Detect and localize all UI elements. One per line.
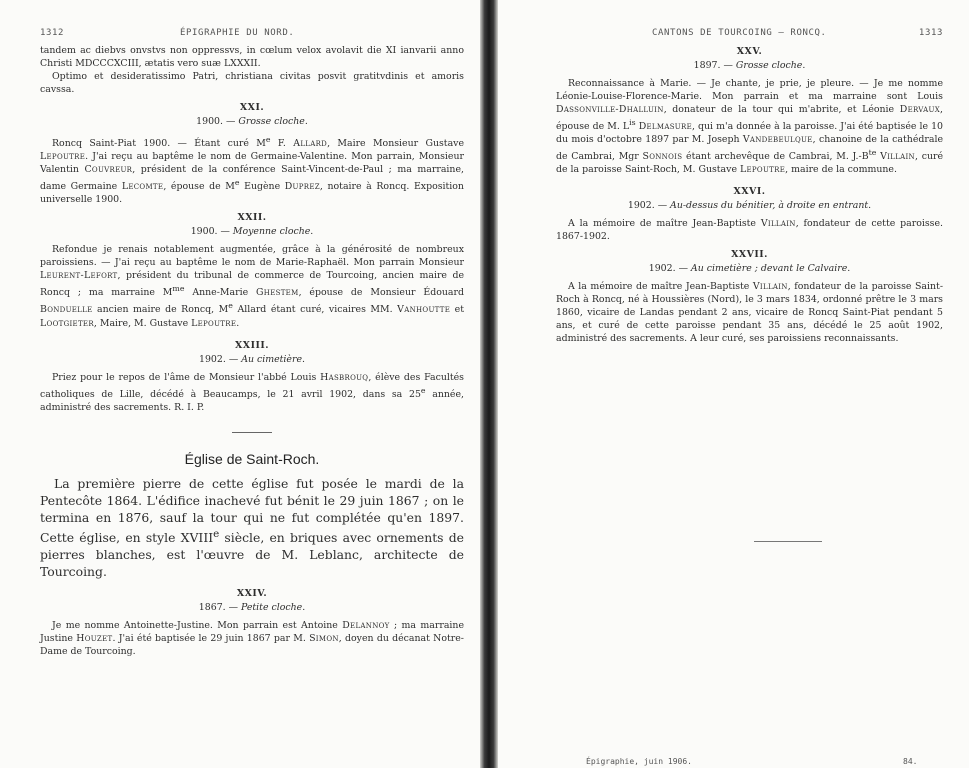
right-header-title: CANTONS DE TOURCOING — RONCQ. [652,28,827,38]
section-caption-xxiv [40,602,464,613]
caption-year: 1902. [627,200,655,212]
inscription-xxii: Refondue je renais notablement augmentée, grâce à la générosité de nombreux paroissiens. — J'ai reçu au baptême le nom de Marie-Raphaël. Mon parrain Monsieur Leurent-Lefort, président du tribunal de commerce de Tourcoing, ancien maire de Roncq ; ma marraine $M^{me}$ Anne-Marie Ghestem, épouse de Monsieur Édouard Bonduelle ancien maire de Roncq, Me Allard étant curé, vicaires MM. Vanhoutte et Lootgieter, Maire, M. Gustave Lepoutre. [40,244,464,329]
caption-year: 1902. [199,353,226,365]
section-number-xxv: XXV. [736,46,763,57]
right-running-head [556,28,943,44]
inscription-xxvii: A la mémoire de maître Jean-Baptiste Villain, fondateur de la paroisse Saint-Roch à Roncq, né à Houssières (Nord), le 3 mars 1834, ordonné prêtre le 3 mars 1860, vicaire de Landas pendant 2 ans, vicaire de Roncq Saint-Piat pendant 5 ans, et curé de cette paroisse pendant 35 ans, décédé le 25 août 1902, administré des sacrements. A leur curé, ses paroissiens reconnaissants. [556,281,943,345]
section-caption-xxi [40,116,464,127]
end-divider [754,541,822,542]
left-running-head [40,28,464,44]
left-page-number: 1312 [40,28,65,38]
church-description: La première pierre de cette église fut posée le mardi de la Pentecôte 1864. L'édifice inachevé fut bénit le 29 juin 1867 ; on le termina en 1876, sauf la tour qui ne fut complétée qu'en 1897. Cette église, en style XVIIIe siècle, en briques avec ornements de pierres blanches, est l'œuvre de M. Leblanc, architecte de Tourcoing. [40,475,464,579]
caption-year: 1867. [198,601,226,613]
right-page-number: 1313 [918,28,943,38]
intro-text-1: tandem ac diebvs onvstvs non oppressvs, in cœlum velox avolavit die XI ianvarii anno Christi MDCCCXCIII, ætatis vero suæ LXXXII. [40,45,464,69]
church-title: Église de Saint-Roch. [184,450,320,467]
section-caption-xxiii [40,354,464,365]
inscription-xxiv: Je me nomme Antoinette-Justine. Mon parrain est Antoine Delannoy ; ma marraine Justine Houzet. J'ai été baptisée le 29 juin 1867 par M. Simon, doyen du décanat Notre-Dame de Tourcoing. [40,619,464,657]
caption-place: Au-dessus du bénitier, à droite en entrant. [670,200,872,212]
caption-dash: — [228,601,238,613]
intro-text-2: Optimo et desideratissimo Patri, christiana civitas posvit gratitvdinis et amoris cavssa. [40,71,464,95]
footer-signature: Épigraphie, juin 1906. [586,757,692,766]
footer-sheet-number: 84. [903,757,918,766]
section-caption-xxvi [556,200,943,211]
book-gutter [480,0,498,768]
caption-year: 1900. [190,226,218,238]
section-caption-xxvii [556,263,943,274]
section-caption-xxii [40,226,464,237]
caption-dash: — [220,226,230,238]
caption-bell: Moyenne cloche. [232,226,314,238]
caption-year: 1897. [693,60,721,71]
caption-dash: — [225,116,236,127]
right-page [498,0,969,768]
caption-dash: — [228,353,239,365]
section-caption-xxv [556,60,943,71]
caption-year: 1900. [196,116,223,127]
caption-bell: Grosse cloche. [735,60,806,71]
section-number-xxi: XXI. [239,102,265,113]
section-number-xxvi: XXVI. [733,186,766,198]
caption-dash: — [723,60,733,71]
inscription-xxvi: A la mémoire de maître Jean-Baptiste Villain, fondateur de cette paroisse. 1867-1902. [556,218,943,243]
caption-bell: Petite cloche. [240,601,306,613]
inscription-xxiii: Priez pour le repos de l'âme de Monsieur l'abbé Louis Hasbrouq, élève des Facultés catholiques de Lille, décédé à Beaucamps, le 21 avril 1902, dans sa 25e année, administré des sacrements. R. I. P. [40,371,464,413]
section-number-xxiii: XXIII. [235,339,269,351]
caption-dash: — [657,200,668,212]
section-divider [232,432,272,433]
section-number-xxii: XXII. [237,212,267,224]
left-page [0,0,480,768]
inscription-xxv: Reconnaissance à Marie. — Je chante, je prie, je pleure. — Je me nomme Léonie-Louise-Florence-Marie. Mon parrain et ma marraine sont Louis Dassonville-Dhalluin, donateur de la tour qui m'abrite, et Léonie Dervaux, épouse de M. $L^{is}$ Delmasure, qui m'a donnée à la paroisse. J'ai été baptisée le 10 du mois d'octobre 1897 par M. Joseph Vandebeulque, chanoine de la cathédrale de Cambrai, Mgr Sonnois étant archevêque de Cambrai, M. $J.-B^{te}$ Villain, curé de la paroisse Saint-Roch, M. Gustave Lepoutre, maire de la commune. [556,78,944,176]
section-number-xxvii: XXVII. [731,249,768,261]
inscription-xxi: Roncq Saint-Piat 1900. — Étant curé Me F. Allard, Maire Monsieur Gustave Lepoutre. J'ai reçu au baptême le nom de Germaine-Valentine. Mon parrain, Monsieur Valentin Couvreur, président de la conférence Saint-Vincent-de-Paul ; ma marraine, dame Germaine Lecomte, épouse de Me Eugène Duprez, notaire à Roncq. Exposition universelle 1900. [40,135,465,206]
caption-year: 1902. [648,263,676,275]
caption-bell: Grosse cloche. [238,116,308,127]
caption-place: Au cimetière. [241,353,305,365]
section-number-xxiv: XXIV. [236,587,268,599]
left-header-title: ÉPIGRAPHIE DU NORD. [180,28,295,38]
caption-dash: — [678,263,688,275]
caption-place: Au cimetière ; devant le Calvaire. [690,263,851,275]
